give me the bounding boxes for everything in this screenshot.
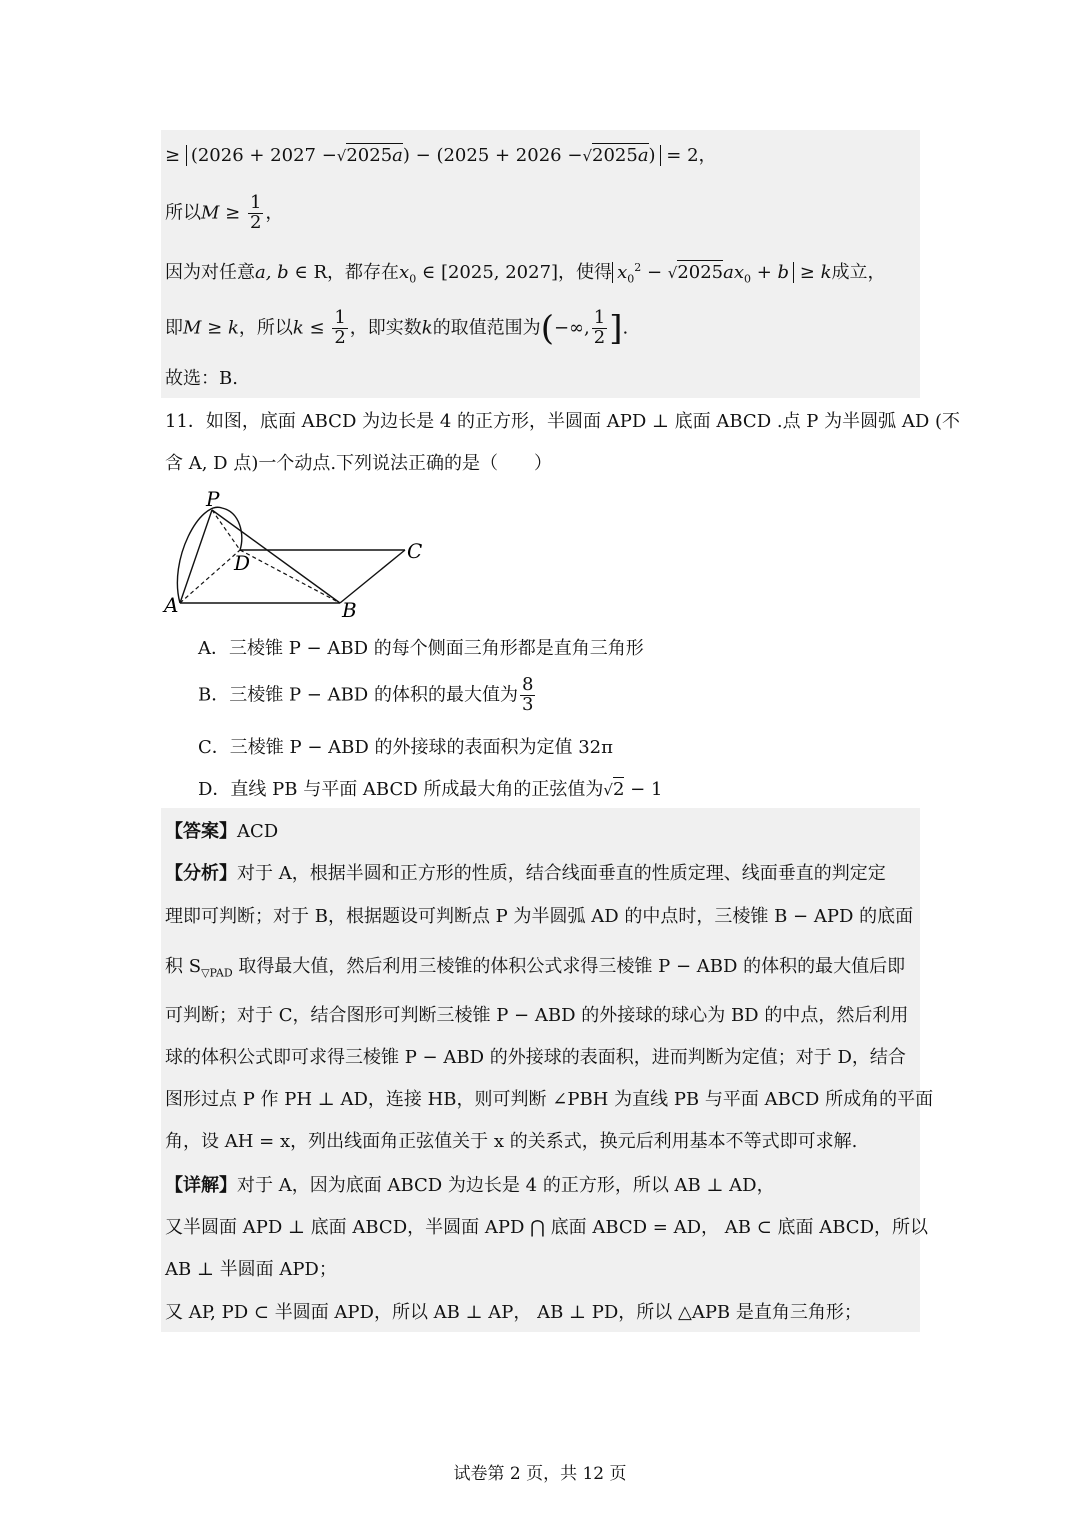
- answer-value: ACD: [237, 821, 279, 842]
- sqrt-2025-b: 2025a: [592, 145, 649, 166]
- answer-label: 【答案】: [165, 821, 237, 842]
- question-line-2: 含 A, D 点)一个动点.下列说法正确的是（ ）: [165, 453, 553, 474]
- right-bracket: ]: [609, 308, 623, 349]
- option-A: A．三棱锥 P − ABD 的每个侧面三角形都是直角三角形: [198, 638, 644, 659]
- edge-PD-dashed: [212, 510, 240, 550]
- solution-bottom-background: [161, 808, 920, 1332]
- left-paren: (: [540, 308, 554, 349]
- fraction-one-half: $\frac{1}{2}$: [249, 192, 262, 233]
- label-P: P: [206, 490, 220, 511]
- edge-BC: [340, 550, 405, 603]
- detail-line-1: 【详解】对于 A，因为底面 ABCD 为边长是 4 的正方形，所以 AB ⊥ AD，: [165, 1175, 775, 1196]
- fraction-eight-thirds: $\frac{8}{3}$: [521, 674, 534, 715]
- absolute-value-expression: (2026 + 2027 −√2025a) − (2025 + 2026 −√2025a): [186, 145, 661, 166]
- analysis-label: 【分析】: [165, 863, 237, 884]
- sqrt-2025: 2025a: [346, 145, 403, 166]
- question-line-1: 11．如图，底面 ABCD 为边长是 4 的正方形，半圆面 APD ⊥ 底面 ABCD .点 P 为半圆弧 AD (不: [165, 411, 961, 432]
- detail-line-3: AB ⊥ 半圆面 APD；: [165, 1259, 337, 1280]
- absolute-value-inequality: $x_0^2 - √2025ax_0 + b$: [612, 262, 794, 283]
- semicircle-arc: [177, 507, 241, 603]
- analysis-line-4: 可判断；对于 C，结合图形可判断三棱锥 P − ABD 的外接球的球心为 BD 的中点，然后利用: [165, 1005, 909, 1026]
- label-B: B: [342, 598, 357, 622]
- fraction-one-half-c: $\frac{1}{2}$: [593, 307, 606, 348]
- analysis-line-5: 球的体积公式即可求得三棱锥 P − ABD 的外接球的表面积，进而判断为定值；对于 D，结合: [165, 1047, 906, 1068]
- detail-line-4: 又 AP, PD ⊂ 半圆面 APD，所以 AB ⊥ AP， AB ⊥ PD，所以 △APB 是直角三角形；: [165, 1302, 862, 1323]
- analysis-line-6: 图形过点 P 作 PH ⊥ AD，连接 HB，则可判断 ∠PBH 为直线 PB 与平面 ABCD 所成角的平面: [165, 1089, 934, 1110]
- analysis-line-3: 积 $S_{▽PAD}$ 取得最大值，然后利用三棱锥的体积公式求得三棱锥 P − ABD 的体积的最大值后即: [165, 956, 906, 980]
- edge-DB-dashed: [240, 550, 340, 603]
- edge-PB: [212, 510, 340, 603]
- answer-line: [165, 823, 278, 841]
- top-line-4: 即M ≥ k，所以k ≤ $\frac{1}{2}$ ，即实数k的取值范围为(−∞, $\frac{1}{2}$ ].: [165, 307, 629, 349]
- analysis-line-7: 角，设 AH = x，列出线面角正弦值关于 x 的关系式，换元后利用基本不等式即可求解.: [165, 1131, 858, 1152]
- label-D: D: [234, 551, 251, 575]
- sqrt-2025-c: 2025: [677, 262, 724, 283]
- geq-sign: ≥: [165, 145, 181, 166]
- label-C: C: [407, 539, 423, 563]
- analysis-line-2: 理即可判断；对于 B，根据题设可判断点 P 为半圆弧 AD 的中点时，三棱锥 B − APD 的底面: [165, 906, 914, 927]
- option-C: C．三棱锥 P − ABD 的外接球的表面积为定值 32π: [198, 737, 613, 758]
- pyramid-figure: [160, 490, 440, 625]
- label-A: A: [164, 593, 179, 617]
- fraction-one-half-b: $\frac{1}{2}$: [334, 307, 346, 348]
- top-line-1: ≥ (2026 + 2027 −√2025a) − (2025 + 2026 −√2025a) = 2，: [165, 145, 717, 166]
- top-line-5: 故选：B.: [165, 368, 238, 389]
- detail-line-2: 又半圆面 APD ⊥ 底面 ABCD，半圆面 APD ⋂ 底面 ABCD = AD， AB ⊂ 底面 ABCD，所以: [165, 1217, 928, 1238]
- analysis-line-1: 【分析】对于 A，根据半圆和正方形的性质，结合线面垂直的性质定理、线面垂直的判定定: [165, 863, 886, 884]
- page-footer: 试卷第 2 页，共 12 页: [453, 1464, 627, 1484]
- detail-label: 【详解】: [165, 1175, 237, 1196]
- top-line-3: 因为对任意a, b ∈ R，都存在$x_0$ ∈ [2025, 2027]，使得 $x_0^2 - √2025ax_0 + b \ge k$成立，: [165, 261, 886, 286]
- option-D: D．直线 PB 与平面 ABCD 所成最大角的正弦值为√2 − 1: [198, 779, 663, 800]
- sqrt-2: 2: [612, 779, 625, 800]
- option-B: B．三棱锥 P − ABD 的体积的最大值为 $\frac{8}{3}$: [198, 674, 534, 715]
- top-line-2: 所以M ≥ $\frac{1}{2}$ ，: [165, 192, 284, 233]
